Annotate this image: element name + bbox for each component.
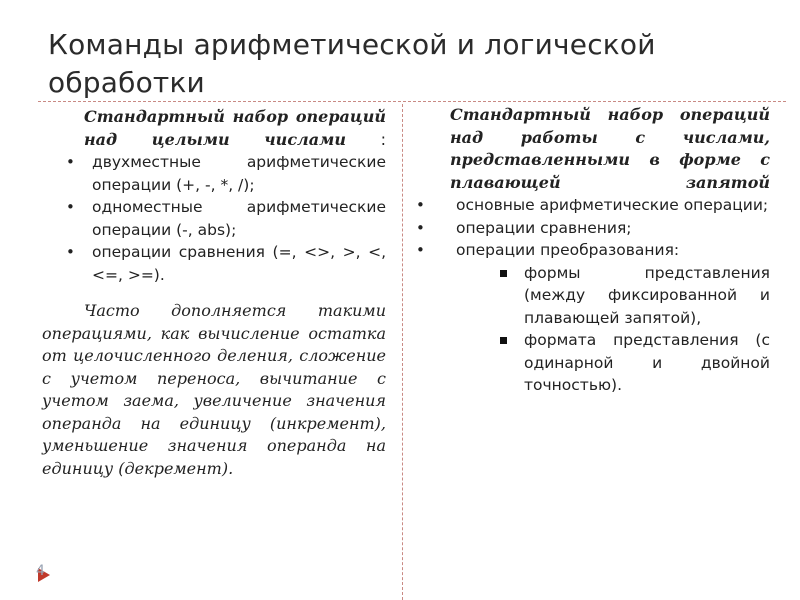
left-column [42,106,386,496]
column-divider [402,104,403,600]
bullet-icon: • [416,196,425,214]
sub-list-item [456,329,770,397]
bullet-icon: • [66,243,75,261]
left-heading-colon: : [380,129,386,149]
right-column [410,104,770,397]
right-sub-bullet-list [456,262,770,397]
list-item-text: основные арифметические операции; [456,196,769,214]
list-item-text: операции сравнения (=, <>, >, <, <=, >=). [92,243,386,284]
sub-list-item-text: формы представления (между фиксированной и плавающей запятой), [524,263,770,327]
left-heading-text: Стандартный набор операций над целыми числами [84,107,386,149]
sub-list-item-text: формата представления (с одинарной и двойной точностью). [524,331,770,394]
list-item-text: двухместные арифметические операции (+, -, *, /); [92,153,386,194]
list-item-text: одноместные арифметические операции (-, abs); [92,198,386,239]
list-item [42,151,386,196]
left-note-paragraph: Часто дополняется такими операциями, как вычисление остатка от целочисленного деления, сложение с учетом переноса, вычитание с учетом заема, увеличение значения операнда на единицу (инкремент), уменьшение значения операнда на единицу (декремент). [42,301,386,478]
slide-title: Команды арифметической и логической обработки [48,28,656,99]
square-bullet-icon [500,337,507,344]
square-bullet-icon [500,270,507,277]
page-number: 4 [36,563,45,579]
title-divider [38,101,786,102]
list-item-text: операции преобразования: [456,241,680,259]
list-item [42,196,386,241]
list-item [42,241,386,286]
list-item [410,194,770,217]
left-bullet-list [42,151,386,286]
bullet-icon: • [66,198,75,216]
bullet-icon: • [416,241,425,259]
list-item [410,239,770,397]
left-column-heading [42,106,386,151]
right-bullet-list [410,194,770,397]
bullet-icon: • [416,218,425,237]
list-item [410,217,770,240]
sub-list-item [456,262,770,330]
list-item-text: операции сравнения; [456,218,632,237]
bullet-icon: • [66,153,75,171]
right-column-heading: Стандартный набор операций над работы с числами, представленными в форме с плавающей запятой [450,105,770,192]
